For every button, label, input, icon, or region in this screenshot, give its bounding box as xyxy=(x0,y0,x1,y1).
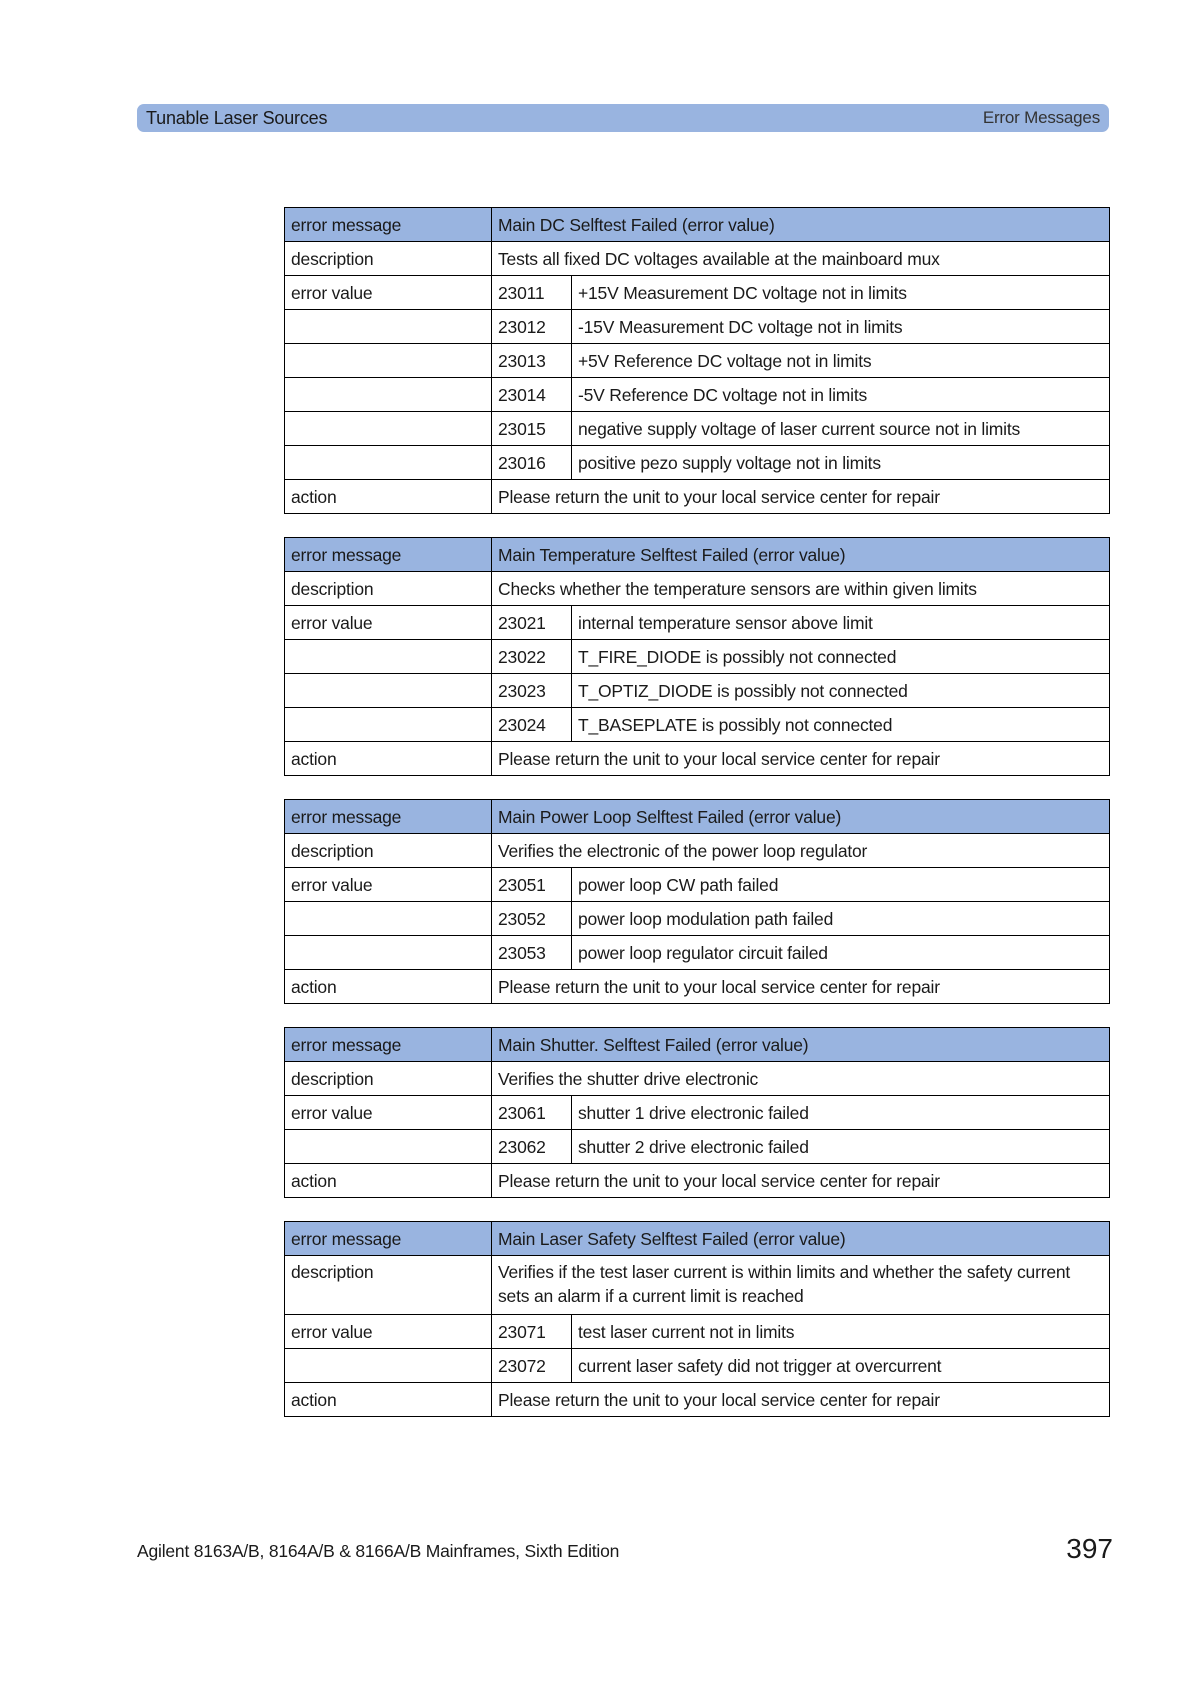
table-row xyxy=(285,742,1110,776)
label-error-value: error value xyxy=(285,1315,492,1349)
error-message-title: Main Laser Safety Selftest Failed (error value) xyxy=(492,1222,1110,1256)
error-code-meaning: shutter 2 drive electronic failed xyxy=(572,1130,1110,1164)
table-row xyxy=(285,378,1110,412)
table-row xyxy=(285,868,1110,902)
error-table xyxy=(284,1221,1110,1417)
error-table xyxy=(284,799,1110,1004)
error-code: 23071 xyxy=(492,1315,572,1349)
error-code: 23011 xyxy=(492,276,572,310)
table-row xyxy=(285,1164,1110,1198)
table-row xyxy=(285,446,1110,480)
label-action: action xyxy=(285,970,492,1004)
table-row xyxy=(285,1096,1110,1130)
table-row xyxy=(285,1383,1110,1417)
error-code: 23022 xyxy=(492,640,572,674)
empty-label-cell xyxy=(285,1349,492,1383)
label-error-value: error value xyxy=(285,1096,492,1130)
table-row xyxy=(285,708,1110,742)
error-code-meaning: positive pezo supply voltage not in limits xyxy=(572,446,1110,480)
error-tables xyxy=(284,207,1110,1440)
empty-label-cell xyxy=(285,902,492,936)
error-code-meaning: -15V Measurement DC voltage not in limits xyxy=(572,310,1110,344)
error-code: 23014 xyxy=(492,378,572,412)
header-section-title: Tunable Laser Sources xyxy=(146,107,328,128)
action-text: Please return the unit to your local service center for repair xyxy=(492,1164,1110,1198)
error-code: 23024 xyxy=(492,708,572,742)
table-header-row xyxy=(285,1028,1110,1062)
error-code-meaning: shutter 1 drive electronic failed xyxy=(572,1096,1110,1130)
footer-document-title: Agilent 8163A/B, 8164A/B & 8166A/B Mainframes, Sixth Edition xyxy=(137,1541,620,1561)
table-row xyxy=(285,674,1110,708)
error-code: 23016 xyxy=(492,446,572,480)
error-code-meaning: T_OPTIZ_DIODE is possibly not connected xyxy=(572,674,1110,708)
table-header-row xyxy=(285,800,1110,834)
error-table xyxy=(284,207,1110,514)
error-message-title: Main Temperature Selftest Failed (error value) xyxy=(492,538,1110,572)
table-header-row xyxy=(285,1222,1110,1256)
error-message-title: Main DC Selftest Failed (error value) xyxy=(492,208,1110,242)
table-row xyxy=(285,970,1110,1004)
error-code: 23021 xyxy=(492,606,572,640)
table-row xyxy=(285,412,1110,446)
table-row xyxy=(285,310,1110,344)
label-error-value: error value xyxy=(285,276,492,310)
empty-label-cell xyxy=(285,446,492,480)
error-code-meaning: T_FIRE_DIODE is possibly not connected xyxy=(572,640,1110,674)
page-header-bar xyxy=(137,104,1109,132)
action-text: Please return the unit to your local service center for repair xyxy=(492,1383,1110,1417)
label-error-message: error message xyxy=(285,1028,492,1062)
error-code: 23062 xyxy=(492,1130,572,1164)
table-row xyxy=(285,640,1110,674)
label-error-value: error value xyxy=(285,868,492,902)
error-code-meaning: -5V Reference DC voltage not in limits xyxy=(572,378,1110,412)
table-row xyxy=(285,606,1110,640)
label-error-message: error message xyxy=(285,538,492,572)
action-text: Please return the unit to your local service center for repair xyxy=(492,970,1110,1004)
description-text: Verifies the shutter drive electronic xyxy=(492,1062,1110,1096)
label-description: description xyxy=(285,242,492,276)
page-number: 397 xyxy=(1066,1533,1113,1564)
table-row xyxy=(285,242,1110,276)
label-action: action xyxy=(285,480,492,514)
table-row xyxy=(285,344,1110,378)
error-code-meaning: internal temperature sensor above limit xyxy=(572,606,1110,640)
empty-label-cell xyxy=(285,708,492,742)
error-code-meaning: T_BASEPLATE is possibly not connected xyxy=(572,708,1110,742)
error-code: 23013 xyxy=(492,344,572,378)
empty-label-cell xyxy=(285,378,492,412)
error-code: 23052 xyxy=(492,902,572,936)
table-row xyxy=(285,1349,1110,1383)
description-text: Tests all fixed DC voltages available at the mainboard mux xyxy=(492,242,1110,276)
table-row xyxy=(285,936,1110,970)
error-message-title: Main Shutter. Selftest Failed (error value) xyxy=(492,1028,1110,1062)
table-row xyxy=(285,1130,1110,1164)
error-code: 23072 xyxy=(492,1349,572,1383)
error-code: 23015 xyxy=(492,412,572,446)
table-row xyxy=(285,834,1110,868)
error-code-meaning: power loop regulator circuit failed xyxy=(572,936,1110,970)
empty-label-cell xyxy=(285,936,492,970)
label-description: description xyxy=(285,572,492,606)
error-table xyxy=(284,1027,1110,1198)
error-code-meaning: power loop CW path failed xyxy=(572,868,1110,902)
description-text: Verifies the electronic of the power loop regulator xyxy=(492,834,1110,868)
label-error-value: error value xyxy=(285,606,492,640)
description-text: Checks whether the temperature sensors are within given limits xyxy=(492,572,1110,606)
label-action: action xyxy=(285,742,492,776)
empty-label-cell xyxy=(285,412,492,446)
description-text: Verifies if the test laser current is within limits and whether the safety current sets an alarm if a current limit is reached xyxy=(492,1256,1110,1315)
empty-label-cell xyxy=(285,640,492,674)
error-code-meaning: current laser safety did not trigger at overcurrent xyxy=(572,1349,1110,1383)
empty-label-cell xyxy=(285,674,492,708)
table-row xyxy=(285,276,1110,310)
error-code: 23053 xyxy=(492,936,572,970)
header-chapter-title: Error Messages xyxy=(982,108,1100,127)
table-row xyxy=(285,1062,1110,1096)
error-code-meaning: negative supply voltage of laser current source not in limits xyxy=(572,412,1110,446)
label-error-message: error message xyxy=(285,208,492,242)
label-description: description xyxy=(285,834,492,868)
error-code: 23012 xyxy=(492,310,572,344)
empty-label-cell xyxy=(285,310,492,344)
error-code-meaning: +15V Measurement DC voltage not in limits xyxy=(572,276,1110,310)
label-description: description xyxy=(285,1062,492,1096)
action-text: Please return the unit to your local service center for repair xyxy=(492,742,1110,776)
error-code-meaning: +5V Reference DC voltage not in limits xyxy=(572,344,1110,378)
error-code-meaning: test laser current not in limits xyxy=(572,1315,1110,1349)
label-description: description xyxy=(285,1256,492,1315)
label-error-message: error message xyxy=(285,1222,492,1256)
error-code: 23051 xyxy=(492,868,572,902)
label-action: action xyxy=(285,1383,492,1417)
table-header-row xyxy=(285,208,1110,242)
error-table xyxy=(284,537,1110,776)
error-code: 23023 xyxy=(492,674,572,708)
empty-label-cell xyxy=(285,1130,492,1164)
table-row xyxy=(285,480,1110,514)
empty-label-cell xyxy=(285,344,492,378)
error-code-meaning: power loop modulation path failed xyxy=(572,902,1110,936)
table-row xyxy=(285,1315,1110,1349)
label-action: action xyxy=(285,1164,492,1198)
label-error-message: error message xyxy=(285,800,492,834)
table-row xyxy=(285,572,1110,606)
table-row xyxy=(285,902,1110,936)
error-code: 23061 xyxy=(492,1096,572,1130)
table-header-row xyxy=(285,538,1110,572)
error-message-title: Main Power Loop Selftest Failed (error value) xyxy=(492,800,1110,834)
action-text: Please return the unit to your local service center for repair xyxy=(492,480,1110,514)
table-row xyxy=(285,1256,1110,1315)
